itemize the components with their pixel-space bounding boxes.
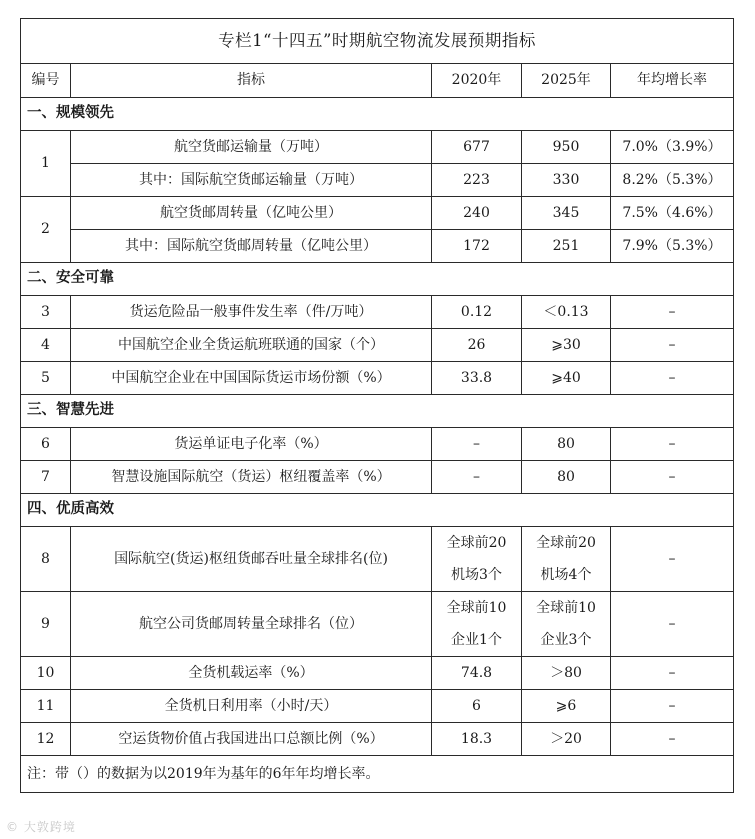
table-row xyxy=(21,592,734,657)
row-2020: 33.8 xyxy=(432,362,522,395)
row-growth: 7.0%（3.9%） xyxy=(611,131,734,164)
row-2020-line2: 机场3个 xyxy=(451,567,502,583)
row-number: 6 xyxy=(21,428,71,461)
table-row xyxy=(21,690,734,723)
section-title: 一、规模领先 xyxy=(21,98,734,131)
row-growth: 7.5%（4.6%） xyxy=(611,197,734,230)
row-2025: 950 xyxy=(522,131,611,164)
row-indicator: 航空货邮周转量（亿吨公里） xyxy=(71,197,432,230)
row-growth: – xyxy=(611,723,734,756)
row-2020: – xyxy=(432,428,522,461)
row-number: 9 xyxy=(21,592,71,657)
row-2025: 80 xyxy=(522,428,611,461)
row-2025-line2: 机场4个 xyxy=(540,567,592,583)
row-indicator: 其中：国际航空货邮运输量（万吨） xyxy=(71,164,432,197)
row-number: 8 xyxy=(21,527,71,592)
table-row xyxy=(21,461,734,494)
row-2020-line1: 全球前20 xyxy=(446,535,507,551)
row-indicator: 全货机日利用率（小时/天） xyxy=(71,690,432,723)
table-row xyxy=(21,296,734,329)
row-indicator: 货运单证电子化率（%） xyxy=(71,428,432,461)
row-2025: 330 xyxy=(522,164,611,197)
row-2020-line1: 全球前10 xyxy=(446,600,507,616)
row-2020: – xyxy=(432,461,522,494)
row-2025: ＜0.13 xyxy=(522,296,611,329)
row-growth: – xyxy=(611,296,734,329)
row-growth: – xyxy=(611,690,734,723)
table-row xyxy=(21,164,734,197)
header-growth: 年均增长率 xyxy=(611,64,734,98)
row-2020: 172 xyxy=(432,230,522,263)
row-growth: – xyxy=(611,657,734,690)
row-2025: ＞80 xyxy=(522,657,611,690)
row-number: 11 xyxy=(21,690,71,723)
row-number: 3 xyxy=(21,296,71,329)
row-number: 12 xyxy=(21,723,71,756)
row-2020: 240 xyxy=(432,197,522,230)
header-2020: 2020年 xyxy=(432,64,522,98)
row-2025: ⩾6 xyxy=(522,690,611,723)
row-growth: 7.9%（5.3%） xyxy=(611,230,734,263)
row-2020: 677 xyxy=(432,131,522,164)
row-growth: 8.2%（5.3%） xyxy=(611,164,734,197)
row-growth: – xyxy=(611,428,734,461)
header-2025: 2025年 xyxy=(522,64,611,98)
section-title: 二、安全可靠 xyxy=(21,263,734,296)
row-number: 7 xyxy=(21,461,71,494)
row-2025-line1: 全球前20 xyxy=(536,535,596,551)
table-title: 专栏1“十四五”时期航空物流发展预期指标 xyxy=(21,19,734,64)
row-growth: – xyxy=(611,592,734,657)
row-2020: 223 xyxy=(432,164,522,197)
row-2025-line1: 全球前10 xyxy=(536,600,596,616)
row-indicator: 国际航空(货运)枢纽货邮吞吐量全球排名(位) xyxy=(71,527,432,592)
row-2025: 345 xyxy=(522,197,611,230)
row-indicator: 中国航空企业全货运航班联通的国家（个） xyxy=(71,329,432,362)
row-2025 xyxy=(522,592,611,657)
section-title: 四、优质高效 xyxy=(21,494,734,527)
row-2025: ＞20 xyxy=(522,723,611,756)
table-row xyxy=(21,723,734,756)
row-indicator: 全货机载运率（%） xyxy=(71,657,432,690)
row-number: 2 xyxy=(21,197,71,263)
table-note: 注：带（）的数据为以2019年为基年的6年年均增长率。 xyxy=(21,756,734,793)
row-indicator: 货运危险品一般事件发生率（件/万吨） xyxy=(71,296,432,329)
row-2020: 26 xyxy=(432,329,522,362)
table-row xyxy=(21,428,734,461)
header-indicator: 指标 xyxy=(71,64,432,98)
section-title: 三、智慧先进 xyxy=(21,395,734,428)
row-indicator: 航空公司货邮周转量全球排名（位） xyxy=(71,592,432,657)
row-2020: 6 xyxy=(432,690,522,723)
table-row xyxy=(21,230,734,263)
row-2025: 251 xyxy=(522,230,611,263)
row-growth: – xyxy=(611,329,734,362)
header-number: 编号 xyxy=(21,64,71,98)
table-row xyxy=(21,197,734,230)
indicator-table xyxy=(20,18,734,793)
row-indicator: 航空货邮运输量（万吨） xyxy=(71,131,432,164)
table-row xyxy=(21,527,734,592)
row-indicator: 空运货物价值占我国进出口总额比例（%） xyxy=(71,723,432,756)
row-2020: 18.3 xyxy=(432,723,522,756)
row-number: 1 xyxy=(21,131,71,197)
row-2020: 74.8 xyxy=(432,657,522,690)
row-2025 xyxy=(522,527,611,592)
row-growth: – xyxy=(611,362,734,395)
row-number: 4 xyxy=(21,329,71,362)
row-growth: – xyxy=(611,527,734,592)
row-indicator: 中国航空企业在中国国际货运市场份额（%） xyxy=(71,362,432,395)
row-2025: ⩾40 xyxy=(522,362,611,395)
table-row xyxy=(21,657,734,690)
row-2020-line2: 企业1个 xyxy=(451,632,502,648)
row-2025-line2: 企业3个 xyxy=(540,632,592,648)
row-2020: 0.12 xyxy=(432,296,522,329)
row-indicator: 智慧设施国际航空（货运）枢纽覆盖率（%） xyxy=(71,461,432,494)
row-2020 xyxy=(432,527,522,592)
watermark: © 大敦跨境 xyxy=(6,820,76,834)
row-indicator: 其中：国际航空货邮周转量（亿吨公里） xyxy=(71,230,432,263)
table-row xyxy=(21,131,734,164)
row-number: 10 xyxy=(21,657,71,690)
table-row xyxy=(21,362,734,395)
row-growth: – xyxy=(611,461,734,494)
row-2025: ⩾30 xyxy=(522,329,611,362)
row-2020 xyxy=(432,592,522,657)
row-2025: 80 xyxy=(522,461,611,494)
row-number: 5 xyxy=(21,362,71,395)
table-row xyxy=(21,329,734,362)
